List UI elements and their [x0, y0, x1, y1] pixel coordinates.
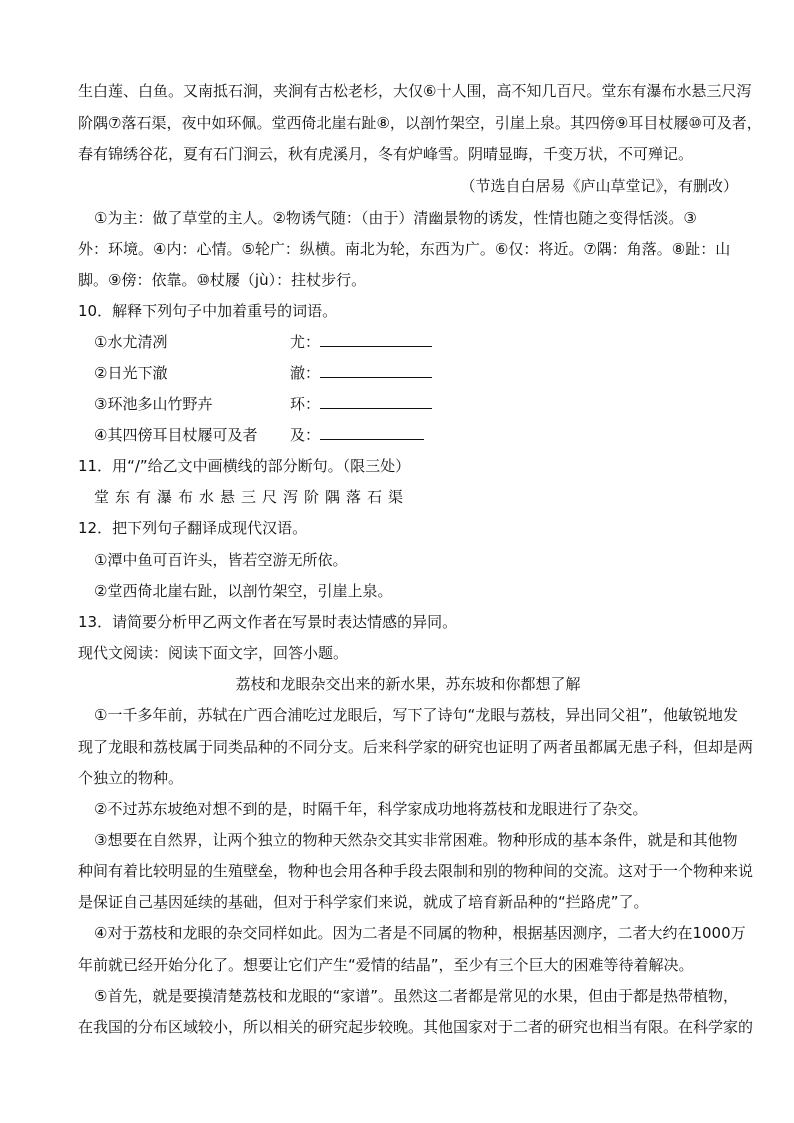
article-paragraph-line: ⑤首先，就是要摸清楚荔枝和龙眼的“家谱”。虽然这二者都是常见的水果，但由于都是热带植物， — [94, 987, 738, 1005]
article-paragraph-line: ②不过苏东坡绝对想不到的是，时隔千年，科学家成功地将荔枝和龙眼进行了杂交。 — [94, 800, 648, 818]
question-13-stem: 13．请简要分析甲乙两文作者在写景时表达情感的异同。 — [78, 613, 458, 631]
passage-line: 春有锦绣谷花，夏有石门涧云，秋有虎溪月，冬有炉峰雪。阴晴显晦，千变万状，不可殚记。 — [78, 145, 694, 163]
question-12-stem: 12．把下列句子翻译成现代汉语。 — [78, 519, 308, 537]
passage-line: 阶隅⑦落石渠，夜中如环佩。堂西倚北崖右趾⑧，以剖竹架空，引崖上泉。其四傍⑨耳目杖屦⑩可及者， — [78, 114, 762, 132]
article-paragraph-line: 年前就已经开始分化了。想要让它们产生“爱情的结晶”，至少有三个巨大的困难等待着解决。 — [78, 956, 694, 974]
article-paragraph-line: ③想要在自然界，让两个独立的物种天然杂交其实非常困难。物种形成的基本条件，就是和其他物 — [94, 831, 738, 849]
article-paragraph-line: 个独立的物种。 — [78, 769, 184, 787]
q12-item: ②堂西倚北崖右趾，以剖竹架空，引崖上泉。 — [94, 582, 393, 600]
article-title: 荔枝和龙眼杂交出来的新水果，苏东坡和你都想了解 — [235, 675, 581, 693]
q10-answer-field[interactable]: 及： — [290, 425, 424, 445]
answer-blank[interactable] — [320, 332, 432, 347]
passage-source: （节选自白居易《庐山草堂记》，有删改） — [460, 177, 738, 195]
q10-answer-field[interactable]: 尤： — [290, 332, 432, 352]
article-paragraph-line: 现了龙眼和荔枝属于同类品种的不同分支。后来科学家的研究也证明了两者虽都属无患子科，但却是两 — [78, 738, 754, 756]
notes-line: ①为主：做了草堂的主人。②物诱气随：（由于）清幽景物的诱发，性情也随之变得恬淡。③ — [94, 209, 697, 227]
notes-line: 脚。⑨傍：依靠。⑩杖屦（jù）：拄杖步行。 — [78, 271, 367, 289]
article-paragraph-line: ①一千多年前，苏轼在广西合浦吃过龙眼后，写下了诗句“龙眼与荔枝，异出同父祖”，他敏锐地发 — [94, 706, 738, 724]
question-11-stem: 11．用“/”给乙文中画横线的部分断句。（限三处） — [78, 457, 411, 475]
article-paragraph-line: 是保证自己基因延续的基础，但对于科学家们来说，就成了培育新品种的“拦路虎”了。 — [78, 893, 649, 911]
q12-item: ①潭中鱼可百许头，皆若空游无所依。 — [94, 551, 348, 569]
notes-line: 外：环境。④内：心情。⑤轮广：纵横。南北为轮，东西为广。⑥仅：将近。⑦隅：角落。⑧趾：山 — [78, 240, 731, 258]
q10-sentence: ①水尤清冽 — [94, 333, 168, 351]
q11-text: 堂东有瀑布水悬三尺泻阶隅落石渠 — [94, 488, 410, 506]
q10-answer-field[interactable]: 环： — [290, 394, 432, 414]
article-paragraph-line: 在我国的分布区域较小，所以相关的研究起步较晚。其他国家对于二者的研究也相当有限。在科学家的 — [78, 1018, 754, 1036]
answer-blank[interactable] — [320, 394, 432, 409]
article-paragraph-line: ④对于荔枝和龙眼的杂交同样如此。因为二者是不同属的物种，根据基因测序，二者大约在1000万 — [94, 924, 746, 942]
q10-sentence: ④其四傍耳目杖屦可及者 — [94, 426, 258, 444]
answer-blank[interactable] — [320, 363, 432, 378]
q10-sentence: ②日光下澈 — [94, 364, 168, 382]
q10-answer-field[interactable]: 澈： — [290, 363, 432, 383]
passage-line: 生白莲、白鱼。又南抵石涧，夹涧有古松老杉，大仅⑥十人围，高不知几百尺。堂东有瀑布水悬三尺泻 — [78, 82, 752, 100]
q10-sentence: ③环池多山竹野卉 — [94, 395, 213, 413]
question-10-stem: 10．解释下列句子中加着重号的词语。 — [78, 302, 338, 320]
section-intro: 现代文阅读：阅读下面文字，回答小题。 — [78, 644, 349, 662]
article-paragraph-line: 种间有着比较明显的生殖壁垒，物种也会用各种手段去限制和别的物种间的交流。这对于一个物种来说 — [78, 862, 754, 880]
answer-blank[interactable] — [320, 425, 424, 440]
